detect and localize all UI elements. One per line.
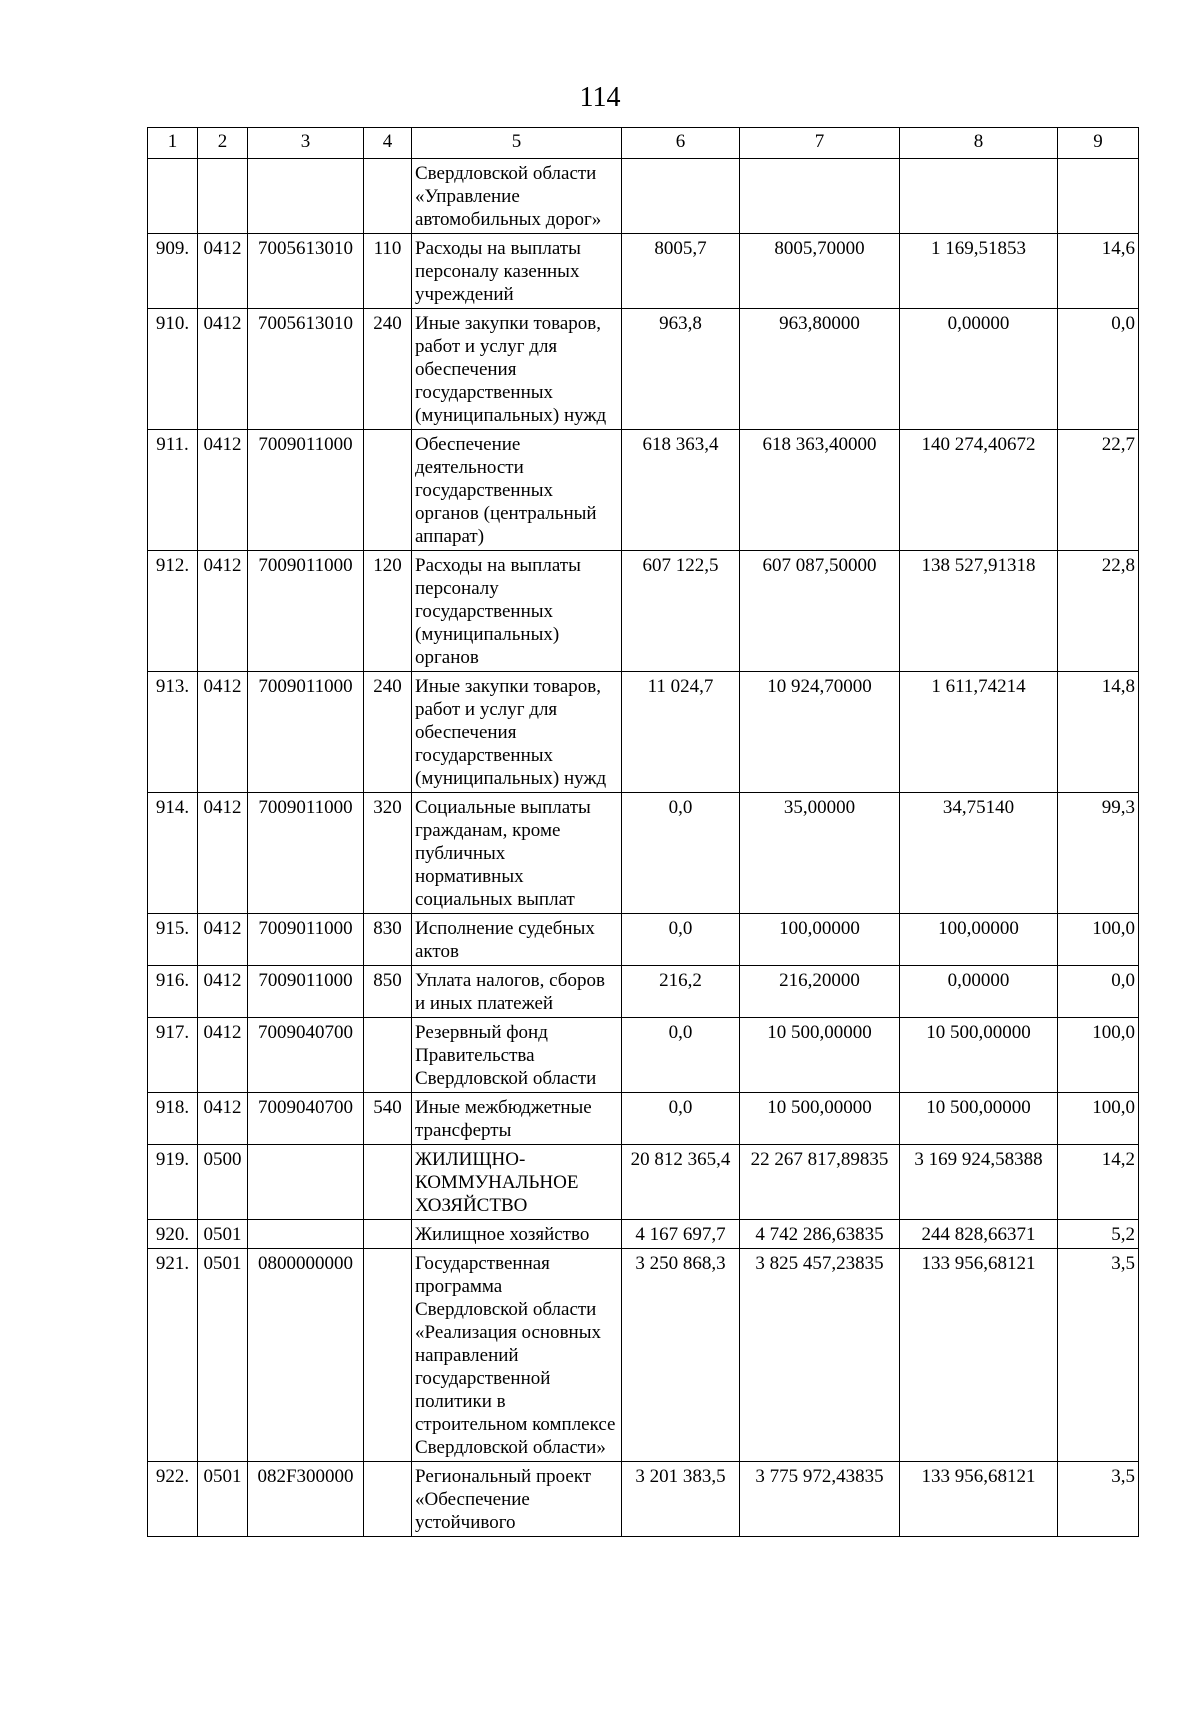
section-code-cell: 0412 — [198, 430, 248, 551]
expense-type-code-cell — [364, 1145, 412, 1220]
item-name-cell: ЖИЛИЩНО-КОММУНАЛЬНОЕ ХОЗЯЙСТВО — [412, 1145, 622, 1220]
updated-amount-cell — [740, 159, 900, 234]
executed-amount-cell: 100,00000 — [900, 914, 1058, 966]
approved-amount-cell: 0,0 — [622, 793, 740, 914]
row-number-cell: 911. — [148, 430, 198, 551]
row-number-cell: 922. — [148, 1462, 198, 1537]
updated-amount-cell: 10 924,70000 — [740, 672, 900, 793]
table-row — [148, 159, 1139, 234]
target-article-code-cell: 7005613010 — [248, 234, 364, 309]
expense-type-code-cell: 320 — [364, 793, 412, 914]
expense-type-code-cell: 240 — [364, 672, 412, 793]
expense-type-code-cell — [364, 430, 412, 551]
table-row — [148, 1220, 1139, 1249]
target-article-code-cell: 7009011000 — [248, 966, 364, 1018]
section-code-cell: 0412 — [198, 234, 248, 309]
row-number-cell: 918. — [148, 1093, 198, 1145]
executed-amount-cell: 140 274,40672 — [900, 430, 1058, 551]
approved-amount-cell: 3 250 868,3 — [622, 1249, 740, 1462]
execution-percent-cell: 22,8 — [1058, 551, 1139, 672]
executed-amount-cell: 34,75140 — [900, 793, 1058, 914]
item-name-cell: Государственная программа Свердловской области «Реализация основных направлений государственной политики в строительном комплексе Свердловской области» — [412, 1249, 622, 1462]
item-name-cell: Уплата налогов, сборов и иных платежей — [412, 966, 622, 1018]
approved-amount-cell: 0,0 — [622, 1018, 740, 1093]
table-header — [148, 128, 1139, 159]
target-article-code-cell: 082F300000 — [248, 1462, 364, 1537]
executed-amount-cell: 1 169,51853 — [900, 234, 1058, 309]
execution-percent-cell: 14,2 — [1058, 1145, 1139, 1220]
column-header: 6 — [622, 128, 740, 159]
approved-amount-cell: 216,2 — [622, 966, 740, 1018]
section-code-cell: 0501 — [198, 1249, 248, 1462]
item-name-cell: Резервный фонд Правительства Свердловской области — [412, 1018, 622, 1093]
item-name-cell: Иные межбюджетные трансферты — [412, 1093, 622, 1145]
section-code-cell: 0412 — [198, 1093, 248, 1145]
section-code-cell: 0500 — [198, 1145, 248, 1220]
row-number-cell: 913. — [148, 672, 198, 793]
executed-amount-cell: 0,00000 — [900, 309, 1058, 430]
updated-amount-cell: 22 267 817,89835 — [740, 1145, 900, 1220]
executed-amount-cell: 138 527,91318 — [900, 551, 1058, 672]
executed-amount-cell — [900, 159, 1058, 234]
execution-percent-cell: 0,0 — [1058, 966, 1139, 1018]
executed-amount-cell: 1 611,74214 — [900, 672, 1058, 793]
updated-amount-cell: 10 500,00000 — [740, 1018, 900, 1093]
section-code-cell: 0501 — [198, 1220, 248, 1249]
section-code-cell: 0412 — [198, 551, 248, 672]
item-name-cell: Исполнение судебных актов — [412, 914, 622, 966]
item-name-cell: Иные закупки товаров, работ и услуг для обеспечения государственных (муниципальных) нужд — [412, 309, 622, 430]
approved-amount-cell — [622, 159, 740, 234]
execution-percent-cell — [1058, 159, 1139, 234]
execution-percent-cell: 99,3 — [1058, 793, 1139, 914]
section-code-cell: 0412 — [198, 309, 248, 430]
updated-amount-cell: 216,20000 — [740, 966, 900, 1018]
approved-amount-cell: 618 363,4 — [622, 430, 740, 551]
item-name-cell: Социальные выплаты гражданам, кроме публичных нормативных социальных выплат — [412, 793, 622, 914]
item-name-cell: Жилищное хозяйство — [412, 1220, 622, 1249]
table-row — [148, 309, 1139, 430]
expense-type-code-cell: 830 — [364, 914, 412, 966]
row-number-cell: 919. — [148, 1145, 198, 1220]
execution-percent-cell: 14,6 — [1058, 234, 1139, 309]
expense-type-code-cell: 110 — [364, 234, 412, 309]
updated-amount-cell: 8005,70000 — [740, 234, 900, 309]
updated-amount-cell: 607 087,50000 — [740, 551, 900, 672]
updated-amount-cell: 3 825 457,23835 — [740, 1249, 900, 1462]
execution-percent-cell: 100,0 — [1058, 1093, 1139, 1145]
table-row — [148, 1145, 1139, 1220]
expense-type-code-cell — [364, 1018, 412, 1093]
expense-type-code-cell: 240 — [364, 309, 412, 430]
approved-amount-cell: 11 024,7 — [622, 672, 740, 793]
approved-amount-cell: 963,8 — [622, 309, 740, 430]
row-number-cell: 920. — [148, 1220, 198, 1249]
expense-type-code-cell — [364, 1220, 412, 1249]
table-row — [148, 1462, 1139, 1537]
updated-amount-cell: 100,00000 — [740, 914, 900, 966]
target-article-code-cell — [248, 159, 364, 234]
column-header: 9 — [1058, 128, 1139, 159]
expense-type-code-cell: 120 — [364, 551, 412, 672]
section-code-cell: 0501 — [198, 1462, 248, 1537]
execution-percent-cell: 3,5 — [1058, 1249, 1139, 1462]
table-row — [148, 966, 1139, 1018]
row-number-cell — [148, 159, 198, 234]
table-row — [148, 430, 1139, 551]
item-name-cell: Расходы на выплаты персоналу казенных учреждений — [412, 234, 622, 309]
executed-amount-cell: 0,00000 — [900, 966, 1058, 1018]
execution-percent-cell: 100,0 — [1058, 914, 1139, 966]
approved-amount-cell: 3 201 383,5 — [622, 1462, 740, 1537]
expense-type-code-cell: 540 — [364, 1093, 412, 1145]
expense-type-code-cell — [364, 1249, 412, 1462]
target-article-code-cell — [248, 1145, 364, 1220]
target-article-code-cell: 0800000000 — [248, 1249, 364, 1462]
execution-percent-cell: 14,8 — [1058, 672, 1139, 793]
column-header: 4 — [364, 128, 412, 159]
execution-percent-cell: 5,2 — [1058, 1220, 1139, 1249]
target-article-code-cell: 7009011000 — [248, 793, 364, 914]
target-article-code-cell: 7009011000 — [248, 551, 364, 672]
table-row — [148, 914, 1139, 966]
table-body — [148, 159, 1139, 1537]
section-code-cell: 0412 — [198, 793, 248, 914]
row-number-cell: 916. — [148, 966, 198, 1018]
updated-amount-cell: 3 775 972,43835 — [740, 1462, 900, 1537]
target-article-code-cell: 7009040700 — [248, 1093, 364, 1145]
target-article-code-cell: 7005613010 — [248, 309, 364, 430]
execution-percent-cell: 0,0 — [1058, 309, 1139, 430]
table-row — [148, 672, 1139, 793]
target-article-code-cell: 7009011000 — [248, 672, 364, 793]
approved-amount-cell: 4 167 697,7 — [622, 1220, 740, 1249]
execution-percent-cell: 22,7 — [1058, 430, 1139, 551]
row-number-cell: 909. — [148, 234, 198, 309]
executed-amount-cell: 10 500,00000 — [900, 1018, 1058, 1093]
item-name-cell: Обеспечение деятельности государственных органов (центральный аппарат) — [412, 430, 622, 551]
row-number-cell: 915. — [148, 914, 198, 966]
column-header: 2 — [198, 128, 248, 159]
approved-amount-cell: 8005,7 — [622, 234, 740, 309]
table-row — [148, 234, 1139, 309]
header-row — [148, 128, 1139, 159]
executed-amount-cell: 244 828,66371 — [900, 1220, 1058, 1249]
table-row — [148, 793, 1139, 914]
page-number: 114 — [579, 82, 621, 113]
row-number-cell: 914. — [148, 793, 198, 914]
updated-amount-cell: 618 363,40000 — [740, 430, 900, 551]
updated-amount-cell: 963,80000 — [740, 309, 900, 430]
approved-amount-cell: 0,0 — [622, 1093, 740, 1145]
approved-amount-cell: 20 812 365,4 — [622, 1145, 740, 1220]
table-row — [148, 551, 1139, 672]
approved-amount-cell: 0,0 — [622, 914, 740, 966]
execution-percent-cell: 3,5 — [1058, 1462, 1139, 1537]
executed-amount-cell: 133 956,68121 — [900, 1462, 1058, 1537]
section-code-cell — [198, 159, 248, 234]
executed-amount-cell: 10 500,00000 — [900, 1093, 1058, 1145]
expense-type-code-cell — [364, 1462, 412, 1537]
executed-amount-cell: 3 169 924,58388 — [900, 1145, 1058, 1220]
execution-percent-cell: 100,0 — [1058, 1018, 1139, 1093]
row-number-cell: 910. — [148, 309, 198, 430]
row-number-cell: 917. — [148, 1018, 198, 1093]
approved-amount-cell: 607 122,5 — [622, 551, 740, 672]
table-row — [148, 1093, 1139, 1145]
row-number-cell: 921. — [148, 1249, 198, 1462]
budget-table — [147, 127, 1139, 1537]
column-header: 7 — [740, 128, 900, 159]
item-name-cell: Иные закупки товаров, работ и услуг для обеспечения государственных (муниципальных) нужд — [412, 672, 622, 793]
column-header: 1 — [148, 128, 198, 159]
section-code-cell: 0412 — [198, 1018, 248, 1093]
expense-type-code-cell — [364, 159, 412, 234]
column-header: 8 — [900, 128, 1058, 159]
target-article-code-cell: 7009011000 — [248, 430, 364, 551]
executed-amount-cell: 133 956,68121 — [900, 1249, 1058, 1462]
target-article-code-cell: 7009040700 — [248, 1018, 364, 1093]
section-code-cell: 0412 — [198, 914, 248, 966]
updated-amount-cell: 4 742 286,63835 — [740, 1220, 900, 1249]
target-article-code-cell — [248, 1220, 364, 1249]
table-row — [148, 1249, 1139, 1462]
target-article-code-cell: 7009011000 — [248, 914, 364, 966]
item-name-cell: Свердловской области «Управление автомобильных дорог» — [412, 159, 622, 234]
section-code-cell: 0412 — [198, 672, 248, 793]
table-row — [148, 1018, 1139, 1093]
column-header: 3 — [248, 128, 364, 159]
updated-amount-cell: 10 500,00000 — [740, 1093, 900, 1145]
expense-type-code-cell: 850 — [364, 966, 412, 1018]
row-number-cell: 912. — [148, 551, 198, 672]
section-code-cell: 0412 — [198, 966, 248, 1018]
column-header: 5 — [412, 128, 622, 159]
item-name-cell: Расходы на выплаты персоналу государственных (муниципальных) органов — [412, 551, 622, 672]
item-name-cell: Региональный проект «Обеспечение устойчивого — [412, 1462, 622, 1537]
updated-amount-cell: 35,00000 — [740, 793, 900, 914]
